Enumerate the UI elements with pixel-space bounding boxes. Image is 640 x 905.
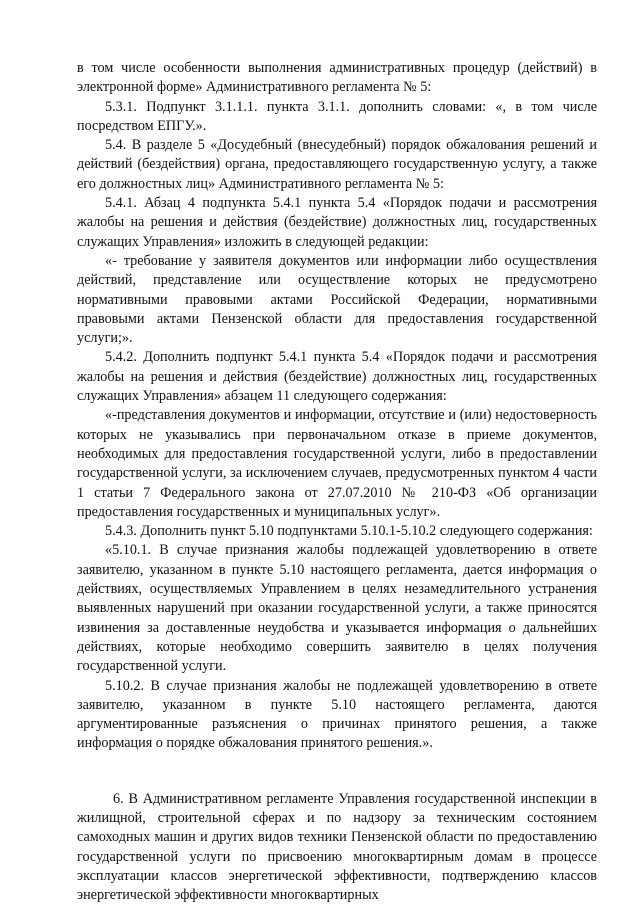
- paragraph-5-4-3: 5.4.3. Дополнить пункт 5.10 подпунктами 5.10.1-5.10.2 следующего содержания:: [105, 523, 593, 540]
- paragraph-section-6: 6. В Административном регламенте Управления государственной инспекции в жилищной, строительной сферах и по надзору за техническим состоянием самоходных машин и других видов техники Пензенской области по предоставлению государственной услуги по присвоению многоквартирным домам в процессе эксплуатации классов энергетической эффективности, подтверждению классов энергетической эффективности многоквартирных: [77, 790, 597, 904]
- paragraph-5-10-1: «5.10.1. В случае признания жалобы подлежащей удовлетворению в ответе заявителю, указанном в пункте 5.10 настоящего регламента, дается информация о действиях, осуществляемых Управлением в целях незамедлительного устранения выявленных нарушений при оказании государственной услуги, а также приносятся извинения за доставленные неудобства и указывается информация о дальнейших действиях, которые необходимо совершить заявителю в целях получения государственной услуги.: [77, 542, 597, 675]
- paragraph-5-4-1: 5.4.1. Абзац 4 подпункта 5.4.1 пункта 5.4 «Порядок подачи и рассмотрения жалобы на решения и действия (бездействие) должностных лиц, государственных служащих Управления» изложить в следующей редакции:: [77, 195, 597, 250]
- paragraph-5-3-1: 5.3.1. Подпункт 3.1.1.1. пункта 3.1.1. дополнить словами: «, в том числе посредством ЕПГУ.».: [77, 98, 597, 134]
- section-spacer: [77, 754, 597, 790]
- paragraph-quote-documents: «-представления документов и информации, отсутствие и (или) недостоверность которых не указывались при первоначальном отказе в приеме документов, необходимых для предоставления государственной услуги, либо в предоставлении государственной услуги, за исключением случаев, предусмотренных пунктом 4 части 1 статьи 7 Федерального закона от 27.07.2010 № 210-ФЗ «Об организации предоставления государственных и муниципальных услуг».: [77, 407, 597, 520]
- paragraph-5-10-2: 5.10.2. В случае признания жалобы не подлежащей удовлетворению в ответе заявителю, указанном в пункте 5.10 настоящего регламента, даются аргументированные разъяснения о причинах принятого решения, а также информация о порядке обжалования принятого решения.».: [77, 677, 597, 752]
- paragraph-5-4-2: 5.4.2. Дополнить подпункт 5.4.1 пункта 5.4 «Порядок подачи и рассмотрения жалобы на решения и действия (бездействие) должностных лиц, государственных служащих Управления» абзацем 11 следующего содержания:: [77, 349, 597, 405]
- paragraph-quote-requirement: «- требование у заявителя документов или информации либо осуществления действий, представление или осуществление которых не предусмотрено нормативными правовыми актами Российской Федерации, нормативными правовыми актами Пензенской области для предоставления государственной услуги;».: [77, 252, 597, 347]
- paragraph-5-4: 5.4. В разделе 5 «Досудебный (внесудебный) порядок обжалования решений и действий (бездействия) органа, предоставляющего государственную услугу, а также его должностных лиц» Административного регламента № 5:: [77, 137, 597, 192]
- paragraph-continuation: в том числе особенности выполнения административных процедур (действий) в электронной форме» Административного регламента № 5:: [77, 60, 597, 96]
